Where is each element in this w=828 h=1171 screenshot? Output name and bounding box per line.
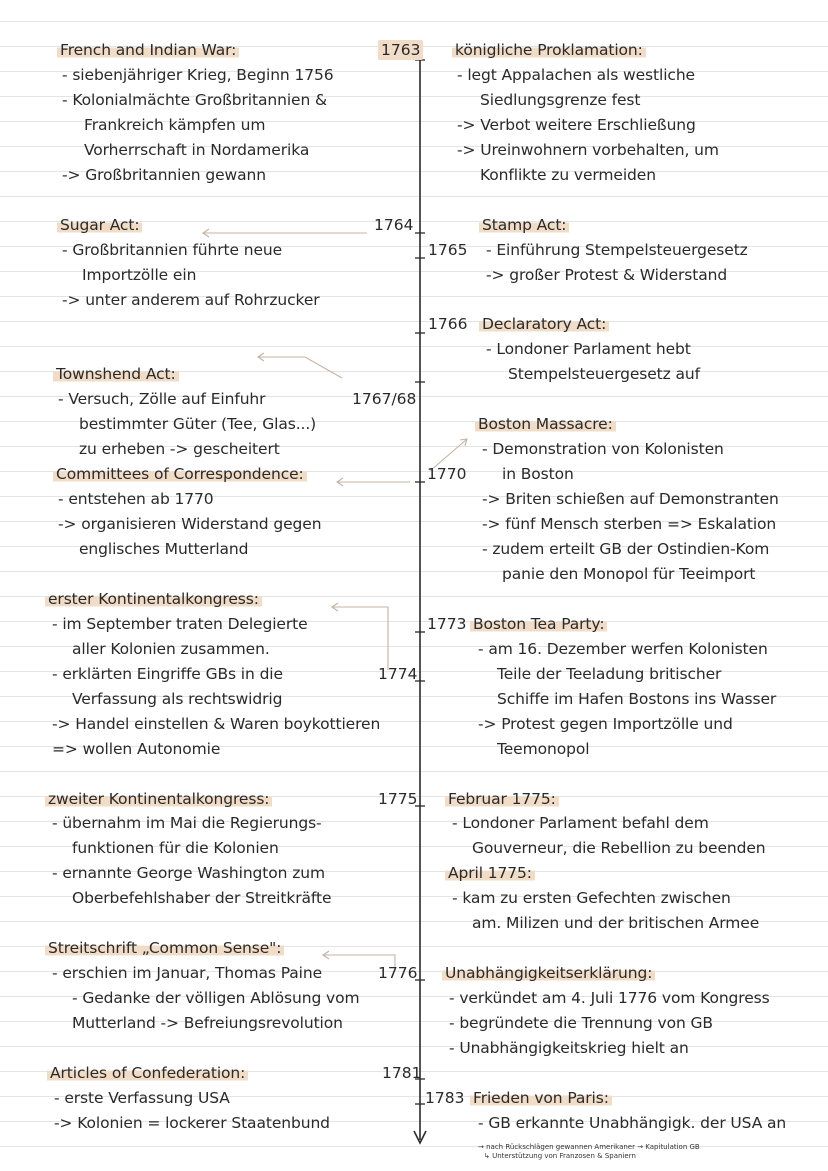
entry-heading-articles bbox=[50, 1063, 248, 1083]
year-label-tea: 1773 bbox=[427, 615, 467, 633]
entry-heading-sugar bbox=[60, 215, 142, 235]
heading-highlight: April 1775: bbox=[445, 864, 535, 882]
entry-line: Importzölle ein bbox=[82, 266, 197, 284]
entry-line: am. Milizen und der britischen Armee bbox=[472, 914, 760, 932]
entry-heading-k2 bbox=[48, 789, 272, 809]
heading-highlight: Townshend Act: bbox=[53, 365, 179, 383]
entry-line: Teile der Teeladung britischer bbox=[497, 665, 722, 683]
entry-line: Siedlungsgrenze fest bbox=[480, 91, 641, 109]
entry-heading-prokl bbox=[455, 40, 646, 60]
entry-line: - Unabhängigkeitskrieg hielt an bbox=[449, 1039, 689, 1057]
heading-highlight: Committees of Correspondence: bbox=[53, 465, 307, 483]
entry-line: Teemonopol bbox=[497, 740, 590, 758]
entry-line: Frankreich kämpfen um bbox=[84, 116, 266, 134]
entry-line: -> großer Protest & Widerstand bbox=[486, 266, 728, 284]
entry-heading-committees bbox=[56, 464, 307, 484]
entry-line: -> Großbritannien gewann bbox=[62, 166, 266, 184]
entry-heading-tea bbox=[473, 614, 607, 634]
year-label-sugar: 1764 bbox=[374, 216, 414, 234]
entry-line: - Londoner Parlament hebt bbox=[486, 340, 691, 358]
entry-line: - legt Appalachen als westliche bbox=[457, 66, 695, 84]
entry-heading-common bbox=[48, 938, 284, 958]
entry-line: -> Verbot weitere Erschließung bbox=[457, 116, 696, 134]
entry-line: -> Kolonien = lockerer Staatenbund bbox=[54, 1114, 330, 1132]
entry-line: - zudem erteilt GB der Ostindien-Kom bbox=[482, 540, 770, 558]
heading-highlight: Sugar Act: bbox=[57, 216, 142, 234]
entry-line: -> unter anderem auf Rohrzucker bbox=[62, 291, 320, 309]
entry-line: Verfassung als rechtswidrig bbox=[72, 690, 283, 708]
heading-highlight: Streitschrift „Common Sense": bbox=[45, 939, 284, 957]
entry-line: - Kolonialmächte Großbritannien & bbox=[62, 91, 328, 109]
heading-highlight: Frieden von Paris: bbox=[470, 1089, 612, 1107]
entry-line: - begründete die Trennung von GB bbox=[449, 1014, 713, 1032]
entry-heading-fiw bbox=[60, 40, 239, 60]
entry-line: - am 16. Dezember werfen Kolonisten bbox=[478, 640, 768, 658]
entry-line: funktionen für die Kolonien bbox=[72, 839, 279, 857]
entry-line: -> organisieren Widerstand gegen bbox=[58, 515, 322, 533]
entry-heading-k1 bbox=[48, 589, 262, 609]
entry-line: Mutterland -> Befreiungsrevolution bbox=[72, 1014, 343, 1032]
entry-heading-unab bbox=[445, 963, 655, 983]
entry-line: -> fünf Mensch sterben => Eskalation bbox=[482, 515, 777, 533]
year-label-fiw: 1763 bbox=[378, 40, 423, 60]
entry-line: - übernahm im Mai die Regierungs- bbox=[52, 814, 322, 832]
year-label-k1: 1774 bbox=[378, 665, 418, 683]
entry-line: - Londoner Parlament befahl dem bbox=[452, 814, 709, 832]
footnote-line-1: → nach Rückschlägen gewannen Amerikaner → Kapitulation GB bbox=[478, 1143, 700, 1151]
heading-highlight: Boston Massacre: bbox=[475, 415, 616, 433]
entry-line: - verkündet am 4. Juli 1776 vom Kongress bbox=[449, 989, 770, 1007]
heading-highlight: Stamp Act: bbox=[479, 216, 569, 234]
year-label-massacre: 1770 bbox=[427, 465, 467, 483]
entry-line: - GB erkannte Unabhängigk. der USA an bbox=[478, 1114, 787, 1132]
entry-line: - Versuch, Zölle auf Einfuhr bbox=[58, 390, 266, 408]
entry-line: in Boston bbox=[502, 465, 574, 483]
heading-highlight: Boston Tea Party: bbox=[470, 615, 607, 633]
heading-highlight: Articles of Confederation: bbox=[47, 1064, 248, 1082]
entry-heading-massacre bbox=[478, 414, 616, 434]
heading-highlight: erster Kontinentalkongress: bbox=[45, 590, 262, 608]
year-label-declaratory: 1766 bbox=[428, 315, 468, 333]
year-label-stamp: 1765 bbox=[428, 241, 468, 259]
year-label-k2: 1775 bbox=[378, 790, 418, 808]
year-label-townshend: 1767/68 bbox=[352, 390, 417, 408]
entry-line: -> Handel einstellen & Waren boykottieren bbox=[52, 715, 381, 733]
entry-line: zu erheben -> gescheitert bbox=[79, 440, 280, 458]
entry-line: englisches Mutterland bbox=[79, 540, 249, 558]
entry-line: Konflikte zu vermeiden bbox=[480, 166, 656, 184]
entry-line: - kam zu ersten Gefechten zwischen bbox=[452, 889, 731, 907]
footnote-line-2: ↳ Unterstützung von Franzosen & Spaniern bbox=[484, 1152, 636, 1160]
entry-line: -> Protest gegen Importzölle und bbox=[478, 715, 733, 733]
entry-line: -> Ureinwohnern vorbehalten, um bbox=[457, 141, 719, 159]
heading-highlight: Declaratory Act: bbox=[479, 315, 609, 333]
heading-highlight: Februar 1775: bbox=[445, 790, 559, 808]
entry-heading-townshend bbox=[56, 364, 179, 384]
entry-line: - siebenjähriger Krieg, Beginn 1756 bbox=[62, 66, 334, 84]
heading-highlight: königliche Proklamation: bbox=[452, 41, 646, 59]
entry-line: - entstehen ab 1770 bbox=[58, 490, 214, 508]
entry-line: - Demonstration von Kolonisten bbox=[482, 440, 724, 458]
entry-line: - erklärten Eingriffe GBs in die bbox=[52, 665, 283, 683]
year-label-articles: 1781 bbox=[382, 1064, 422, 1082]
entry-heading-stamp bbox=[482, 215, 569, 235]
entry-heading-paris bbox=[473, 1088, 612, 1108]
entry-line: aller Kolonien zusammen. bbox=[72, 640, 270, 658]
entry-line: - ernannte George Washington zum bbox=[52, 864, 325, 882]
entry-line: - im September traten Delegierte bbox=[52, 615, 308, 633]
entry-line: - Gedanke der völligen Ablösung vom bbox=[72, 989, 360, 1007]
entry-line: panie den Monopol für Teeimport bbox=[502, 565, 756, 583]
year-label-common: 1776 bbox=[378, 964, 418, 982]
heading-highlight: Unabhängigkeitserklärung: bbox=[442, 964, 655, 982]
heading-highlight: zweiter Kontinentalkongress: bbox=[45, 790, 272, 808]
entry-line: => wollen Autonomie bbox=[52, 740, 221, 758]
entry-heading-apr bbox=[448, 863, 535, 883]
entry-line: - Großbritannien führte neue bbox=[62, 241, 283, 259]
entry-heading-declaratory bbox=[482, 314, 609, 334]
heading-highlight: French and Indian War: bbox=[57, 41, 239, 59]
entry-line: Vorherrschaft in Nordamerika bbox=[84, 141, 310, 159]
entry-line: -> Briten schießen auf Demonstranten bbox=[482, 490, 779, 508]
entry-line: Stempelsteuergesetz auf bbox=[508, 365, 700, 383]
entry-line: - erste Verfassung USA bbox=[54, 1089, 230, 1107]
entry-line: - Einführung Stempelsteuergesetz bbox=[486, 241, 748, 259]
entry-line: Schiffe im Hafen Bostons ins Wasser bbox=[497, 690, 777, 708]
year-label-paris: 1783 bbox=[425, 1089, 465, 1107]
entry-line: Oberbefehlshaber der Streitkräfte bbox=[72, 889, 332, 907]
entry-line: - erschien im Januar, Thomas Paine bbox=[52, 964, 323, 982]
entry-line: bestimmter Güter (Tee, Glas...) bbox=[79, 415, 317, 433]
entry-heading-feb bbox=[448, 789, 559, 809]
entry-line: Gouverneur, die Rebellion zu beenden bbox=[472, 839, 766, 857]
